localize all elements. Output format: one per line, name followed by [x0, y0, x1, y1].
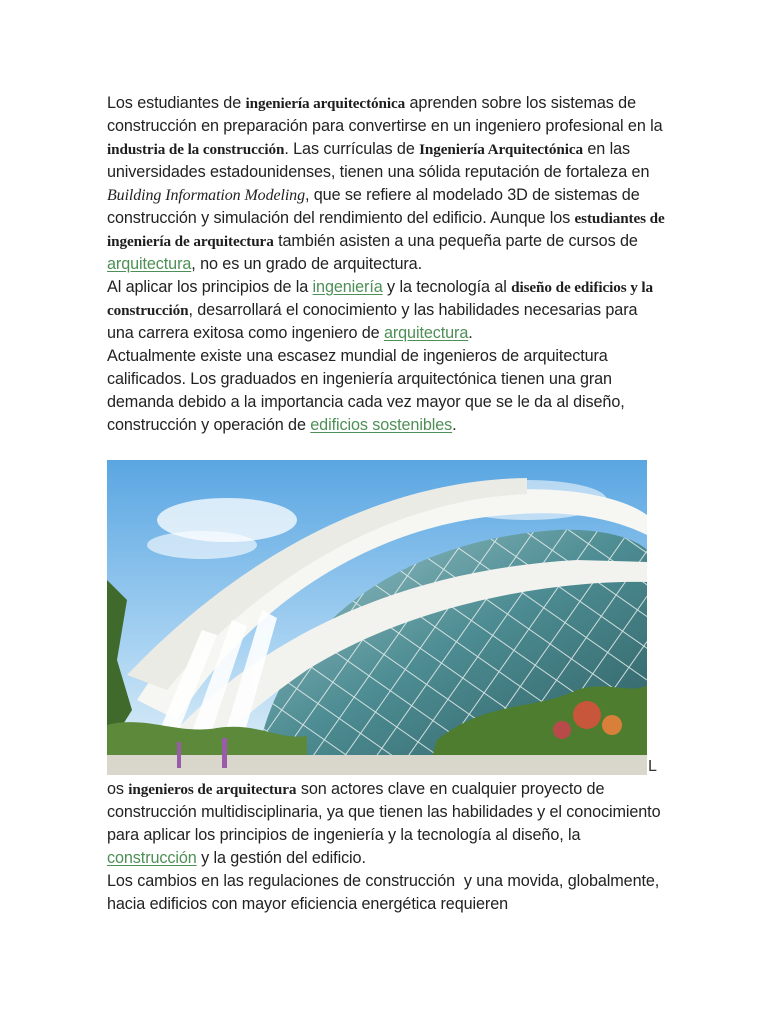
link-arquitectura[interactable]: arquitectura: [107, 255, 192, 273]
text-run: Los estudiantes de: [107, 94, 246, 112]
building-photo: [107, 460, 647, 775]
text-run: y la tecnología al: [382, 278, 512, 296]
link-arquitectura-2[interactable]: arquitectura: [383, 324, 469, 342]
text-run: , desarrollará el conocimiento y las habilidades necesarias para una carrera exitosa como ingeniero de: [107, 301, 638, 342]
text-run: , que se refiere al modelado 3D de sistemas de construcción y simulación del rendimiento del edificio. Aunque los: [107, 186, 640, 227]
text-run: también asisten a una pequeña parte de cursos de: [273, 232, 638, 250]
text-run: aprenden sobre los sistemas de construcción en preparación para convertirse en un ingeniero profesional en la: [107, 94, 663, 135]
paragraph-principles: [107, 276, 667, 345]
text-run: en las universidades estadounidenses, tienen una sólida reputación de fortaleza en: [107, 140, 650, 181]
paragraph-actors: [107, 778, 667, 870]
bold-term: ingeniería arquitectónica: [245, 95, 406, 112]
paragraph-shortage: [107, 345, 667, 437]
paragraph-intro: [107, 92, 667, 276]
bold-term: industria de la construcción: [107, 141, 285, 158]
text-run: son actores clave en cualquier proyecto de construcción multidisciplinaria, ya que tienen las habilidades y el conocimiento para aplicar los principios de ingeniería y la tecnología al diseño, la: [107, 780, 661, 844]
text-run: .: [468, 324, 473, 342]
text-run: .: [452, 416, 457, 434]
link-edificios-sostenibles[interactable]: edificios sostenibles: [310, 416, 453, 434]
text-run: . Las currículas de: [284, 140, 420, 158]
link-construccion[interactable]: construcción: [107, 849, 197, 867]
glass-dome-illustration: [107, 460, 647, 775]
bold-term: ingenieros de arquitectura: [128, 781, 297, 798]
bold-term: Ingeniería Arquitectónica: [419, 141, 583, 158]
text-run: Al aplicar los principios de la: [107, 278, 313, 296]
text-run: os: [107, 780, 129, 798]
paragraph-regulations: [107, 870, 667, 916]
text-run: , no es un grado de arquitectura.: [191, 255, 422, 273]
text-run: Actualmente existe una escasez mundial de ingenieros de arquitectura calificados. Los graduados en ingeniería arquitectónica tienen una gran demanda debido a la importancia cada vez mayor que se le da al diseño, construcción y operación de: [107, 347, 625, 434]
text-run: y la gestión del edificio.: [196, 849, 366, 867]
stray-letter: L: [648, 758, 657, 775]
text-run: Los cambios en las regulaciones de construcción y una movida, globalmente, hacia edificios con mayor eficiencia energética requieren: [107, 872, 664, 913]
italic-term: Building Information Modeling: [107, 187, 305, 204]
bold-term: estudiantes de ingeniería de arquitectura: [107, 210, 665, 250]
link-ingenieria[interactable]: ingeniería: [312, 278, 383, 296]
text-block-bottom: [107, 778, 667, 916]
text-block-top: [107, 92, 667, 437]
bold-term: diseño de edificios y la construcción: [107, 279, 654, 319]
